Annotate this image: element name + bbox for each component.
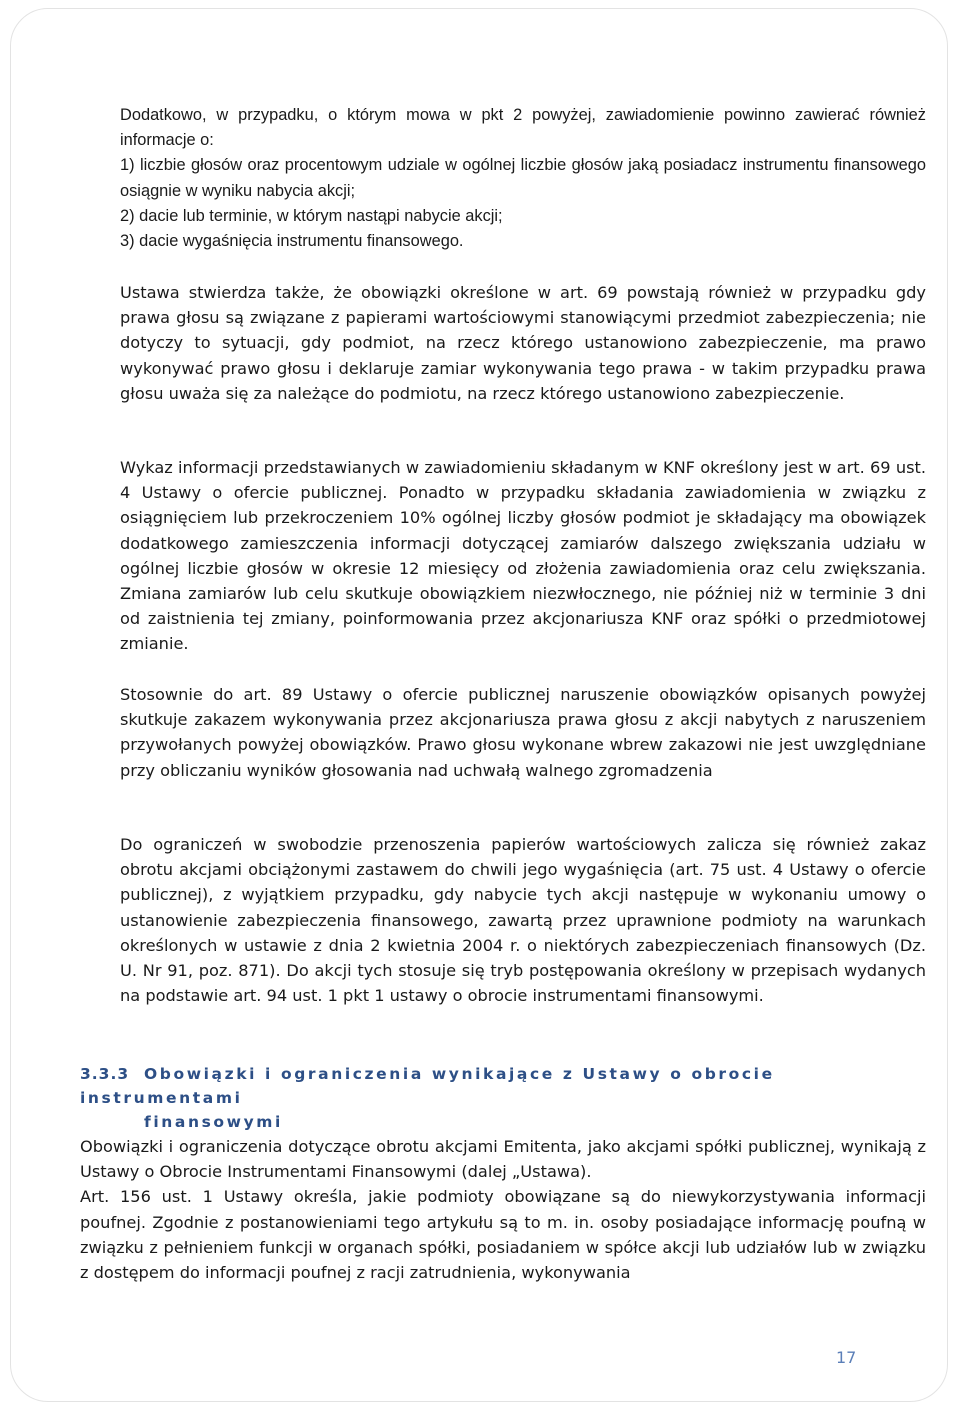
intro-list-item-3: 3) dacie wygaśnięcia instrumentu finansowego.: [120, 232, 464, 251]
section-title-line2: finansowymi: [144, 1113, 283, 1131]
intro-list-item-2: 2) dacie lub terminie, w którym nastąpi nabycie akcji;: [120, 206, 503, 225]
page-number: 17: [836, 1348, 857, 1367]
section-paragraph-1: Obowiązki i ograniczenia dotyczące obrotu akcjami Emitenta, jako akcjami spółki publicznej, wynikają z Ustawy o Obrocie Instrumentami Finansowymi (dalej „Ustawa).: [80, 1137, 926, 1182]
paragraph-ustawa-text: Ustawa stwierdza także, że obowiązki określone w art. 69 powstają również w przypadku gdy prawa głosu są związane z papierami wartościowymi stanowiącymi przedmiot zabezpieczenia; nie dotyczy to sytuacji, gdy podmiot, na rzecz którego ustanowiono zabezpieczenie, ma prawo wykonywać prawo głosu i deklaruje zamiar wykonywania tego prawa - w takim przypadku prawa głosu uważa się za należące do podmiotu, na rzecz którego ustanowiono zabezpieczenie.: [120, 283, 926, 403]
paragraph-wykaz: [120, 455, 926, 657]
paragraph-stosownie: [120, 682, 926, 783]
section-paragraph-2: Art. 156 ust. 1 Ustawy określa, jakie podmioty obowiązane są do niewykorzystywania informacji poufnej. Zgodnie z postanowieniami tego artykułu są to m. in. osoby posiadające informację poufną w związku z pełnieniem funkcji w organach spółki, posiadaniem w spółce akcji lub udziałów lub w związku z dostępem do informacji poufnej z racji zatrudnienia, wykonywania: [80, 1187, 926, 1283]
intro-list-item-1: 1) liczbie głosów oraz procentowym udziale w ogólnej liczbie głosów jaką posiadacz instrumentu finansowego osiągnie w wyniku nabycia akcji;: [120, 156, 926, 200]
paragraph-wykaz-text: Wykaz informacji przedstawianych w zawiadomieniu składanym w KNF określony jest w art. 69 ust. 4 Ustawy o ofercie publicznej. Ponadto w przypadku składania zawiadomienia w związku z osiągnięciem lub przekroczeniem 10% ogólnej liczby głosów podmiot je składający ma obowiązek dodatkowego zamieszczenia informacji dotyczącej zamiarów dalszego zwiększania udziału w ogólnej liczbie głosów w okresie 12 miesięcy od złożenia zawiadomienia oraz celu zwiększania. Zmiana zamiarów lub celu skutkuje obowiązkiem niezwłocznego, nie później niż w terminie 3 dni od zaistnienia tej zmiany, poinformowania przez akcjonariusza KNF oraz spółki o przedmiotowej zmianie.: [120, 458, 926, 654]
paragraph-ustawa: [120, 280, 926, 406]
section-heading: [80, 1062, 910, 1134]
section-title-line1: Obowiązki i ograniczenia wynikające z Ustawy o obrocie instrumentami: [80, 1065, 775, 1107]
section-body: [80, 1134, 926, 1285]
paragraph-ograniczen: [120, 832, 926, 1008]
intro-block: [120, 103, 926, 254]
intro-line: Dodatkowo, w przypadku, o którym mowa w pkt 2 powyżej, zawiadomienie powinno zawierać również informacje o:: [120, 106, 926, 150]
paragraph-ograniczen-text: Do ograniczeń w swobodzie przenoszenia papierów wartościowych zalicza się również zakaz obrotu akcjami obciążonymi zastawem do chwili jego wygaśnięcia (art. 75 ust. 4 Ustawy o ofercie publicznej), z wyjątkiem przypadku, gdy nabycie tych akcji następuje w wykonaniu umowy o ustanowienie zabezpieczenia finansowego, zawartą przez uprawnione podmioty na warunkach określonych w ustawie z dnia 2 kwietnia 2004 r. o niektórych zabezpieczeniach finansowych (Dz. U. Nr 91, poz. 871). Do akcji tych stosuje się tryb postępowania określony w przepisach wydanych na podstawie art. 94 ust. 1 pkt 1 ustawy o obrocie instrumentami finansowymi.: [120, 835, 926, 1006]
section-number: 3.3.3: [80, 1065, 130, 1083]
paragraph-stosownie-text: Stosownie do art. 89 Ustawy o ofercie publicznej naruszenie obowiązków opisanych powyżej skutkuje zakazem wykonywania przez akcjonariusza prawa głosu z akcji nabytych z naruszeniem przywołanych powyżej obowiązków. Prawo głosu wykonane wbrew zakazowi nie jest uwzględniane przy obliczaniu wyników głosowania nad uchwałą walnego zgromadzenia: [120, 685, 926, 780]
